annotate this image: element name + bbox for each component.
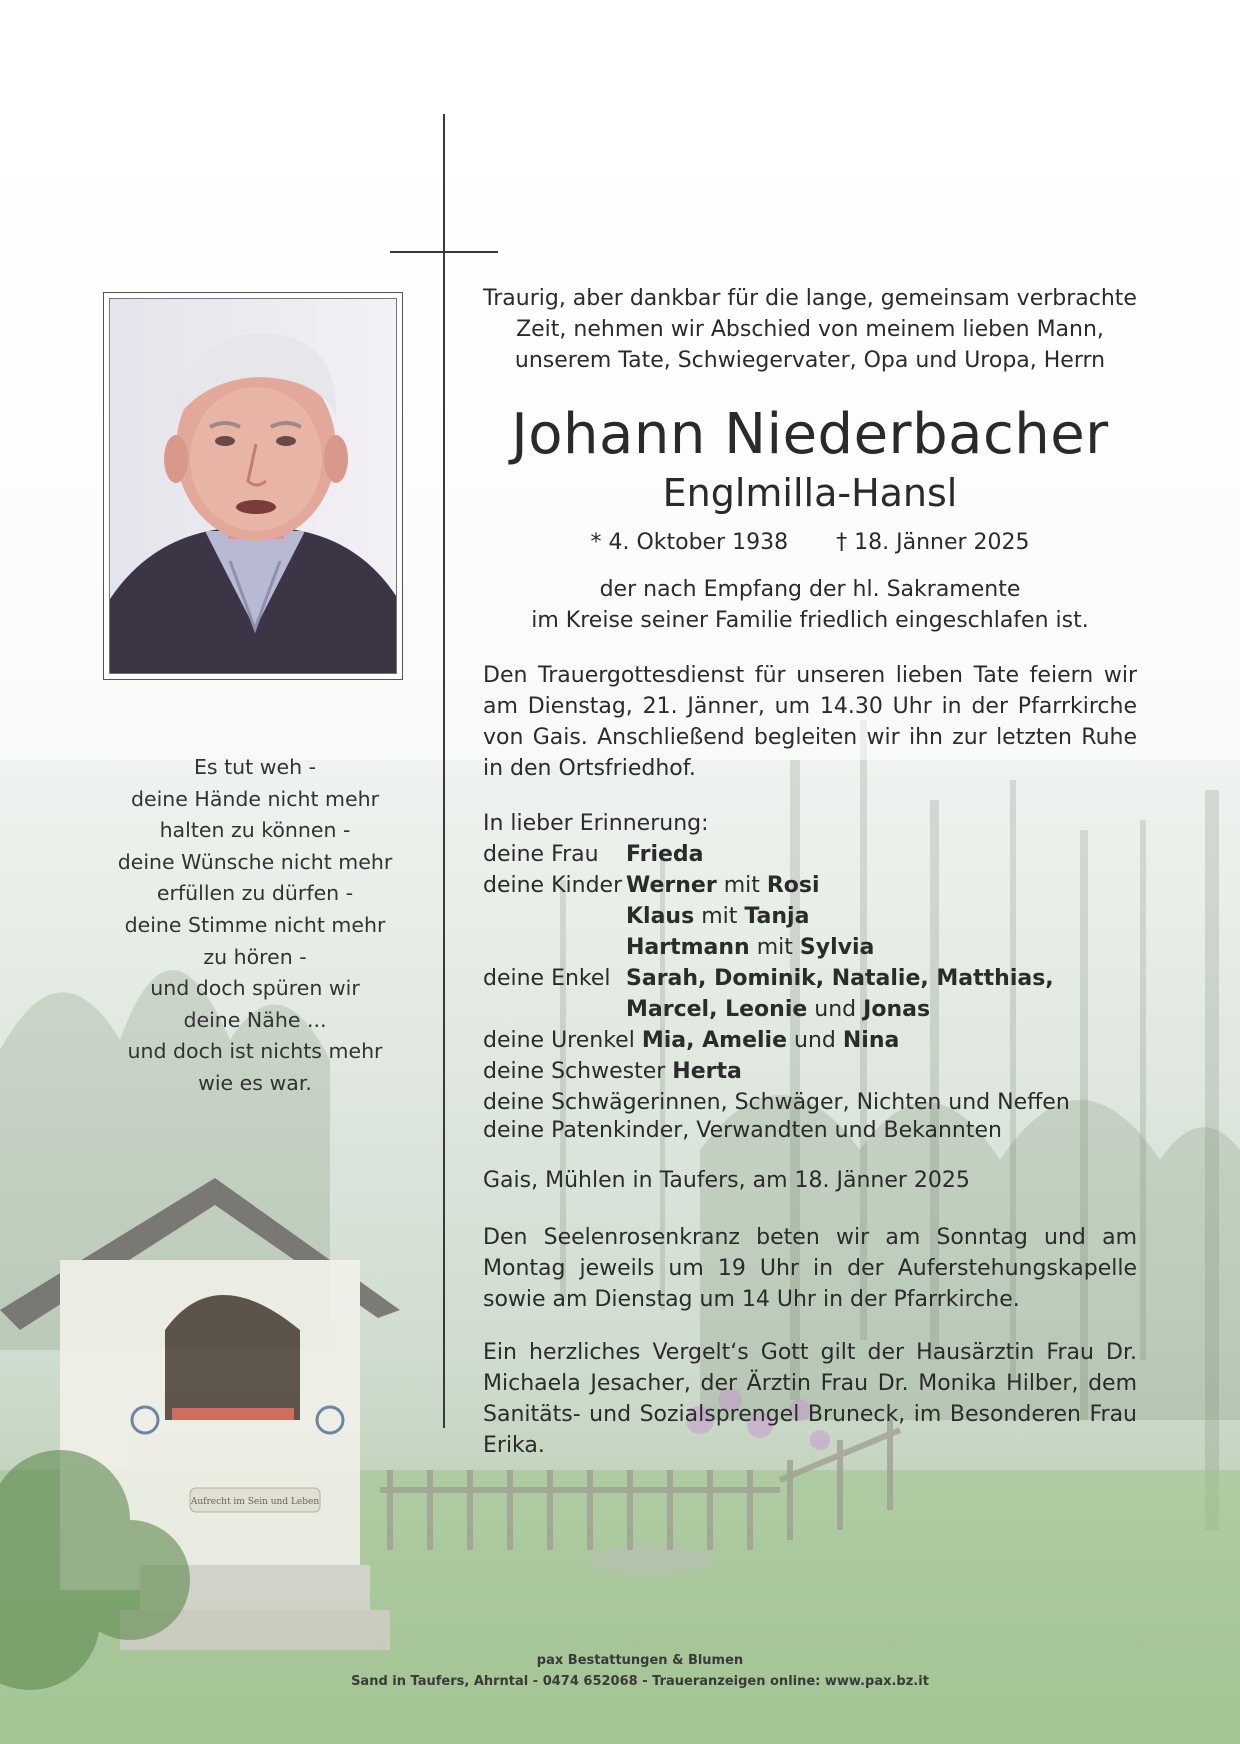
poem-line: deine Hände nicht mehr — [130, 786, 380, 811]
poem-line: erfüllen zu dürfen - — [156, 881, 354, 906]
thanks-paragraph: Ein herzliches Vergelt‘s Gott gilt der Hausärztin Frau Dr. Michaela Jesacher, der Ärztin Frau Dr. Monika Hilber, dem Sanitäts- und Sozialsprengel Bruneck, im Besonderen Frau Erika. — [483, 1340, 1137, 1458]
portrait-photo — [109, 298, 397, 674]
child-name: Klaus — [626, 904, 695, 929]
family-heading: In lieber Erinnerung: — [483, 811, 709, 836]
poem — [100, 752, 410, 1100]
poem-line: deine Stimme nicht mehr — [124, 912, 386, 937]
cross-vertical-bar — [443, 114, 445, 1428]
poem-line: und doch spüren wir — [150, 976, 360, 1001]
connector-word: mit — [701, 904, 738, 929]
family-heading-row — [483, 808, 1137, 839]
poem-line: Es tut weh - — [193, 755, 317, 779]
funeral-paragraph: Den Trauergottesdienst für unseren lieben Tate feiern wir am Dienstag, 21. Jänner, um 14.30 Uhr in der Pfarrkirche von Gais. Anschließend begleiten wir ihn zur letzten Ruhe in den Ortsfriedhof. — [483, 663, 1137, 781]
connector-word: mit — [756, 935, 793, 960]
connector-word: und — [794, 1028, 836, 1053]
family-row-sister — [483, 1056, 1137, 1087]
family-row-children — [483, 901, 1137, 932]
family-label: deine Schwester — [483, 1059, 666, 1084]
sister-name: Herta — [672, 1059, 742, 1084]
family-row-wife — [483, 839, 1137, 870]
family-label: deine Kinder — [483, 873, 623, 898]
godchildren-text: deine Patenkinder, Verwandten und Bekannten — [483, 1118, 1002, 1143]
family-row-children — [483, 870, 1137, 901]
child-name: Werner — [626, 873, 717, 898]
portrait-frame — [103, 292, 403, 680]
poem-line: deine Nähe ... — [183, 1007, 327, 1032]
family-row-godchildren — [483, 1115, 1137, 1146]
chapel-sign-text: Aufrecht im Sein und Leben — [190, 1497, 320, 1507]
death-date: † 18. Jänner 2025 — [836, 530, 1030, 555]
intro-line: Zeit, nehmen wir Abschied von meinem lieben Mann, — [516, 317, 1104, 342]
poem-line: zu hören - — [203, 944, 307, 969]
greatgrandchildren-names: Nina — [842, 1028, 900, 1053]
poem-line: deine Wünsche nicht mehr — [117, 849, 393, 874]
family-row-children — [483, 932, 1137, 963]
sacrament-text — [483, 574, 1137, 636]
intro-text — [483, 283, 1137, 376]
deceased-name: Johann Niederbacher — [511, 402, 1109, 467]
wife-name: Frieda — [626, 842, 704, 867]
spouse-name: Sylvia — [799, 935, 875, 960]
intro-line: Traurig, aber dankbar für die lange, gemeinsam verbrachte — [483, 286, 1137, 311]
inlaws-text: deine Schwägerinnen, Schwäger, Nichten und Neffen — [483, 1090, 1070, 1115]
footer-company: pax Bestattungen & Blumen — [536, 1653, 744, 1668]
connector-word: mit — [723, 873, 760, 898]
child-name: Hartmann — [626, 935, 750, 960]
footer-contact: Sand in Taufers, Ahrntal - 0474 652068 - Traueranzeigen online: www.pax.bz.it — [351, 1674, 929, 1689]
birth-date: * 4. Oktober 1938 — [590, 530, 789, 555]
family-row-grandchildren — [483, 963, 1137, 994]
grandchildren-names: Jonas — [863, 997, 931, 1022]
rosary-paragraph: Den Seelenrosenkranz beten wir am Sonntag und am Montag jeweils um 19 Uhr in der Auferstehungskapelle sowie am Dienstag um 14 Uhr in der Pfarrkirche. — [483, 1225, 1137, 1312]
poem-line: wie es war. — [198, 1070, 312, 1095]
family-label: deine Enkel — [483, 966, 611, 991]
family-row-inlaws — [483, 1087, 1137, 1115]
life-dates — [483, 528, 1137, 558]
chapel-sign — [190, 1488, 320, 1512]
spouse-name: Rosi — [766, 873, 820, 898]
poem-line: halten zu können - — [159, 818, 351, 843]
spouse-name: Tanja — [744, 904, 810, 929]
cross-horizontal-bar — [390, 251, 498, 253]
footer — [330, 1650, 950, 1692]
family-label: deine Frau — [483, 842, 599, 867]
grandchildren-names: Marcel, Leonie — [626, 997, 808, 1022]
sacrament-line: der nach Empfang der hl. Sakramente — [599, 577, 1021, 602]
intro-line: unserem Tate, Schwiegervater, Opa und Uropa, Herrn — [514, 348, 1106, 373]
sacrament-line: im Kreise seiner Familie friedlich eingeschlafen ist. — [531, 608, 1089, 633]
grandchildren-names: Sarah, Dominik, Natalie, Matthias, — [626, 966, 1054, 991]
place-and-date: Gais, Mühlen in Taufers, am 18. Jänner 2025 — [483, 1168, 970, 1193]
family-row-grandchildren — [483, 994, 1137, 1025]
family-row-greatgrandchildren — [483, 1025, 1137, 1056]
poem-line: und doch ist nichts mehr — [127, 1039, 383, 1064]
greatgrandchildren-names: Mia, Amelie — [641, 1028, 788, 1053]
family-label: deine Urenkel — [483, 1028, 635, 1053]
connector-word: und — [814, 997, 857, 1022]
family-list — [483, 808, 1137, 1146]
deceased-nickname: Englmilla-Hansl — [662, 471, 958, 515]
